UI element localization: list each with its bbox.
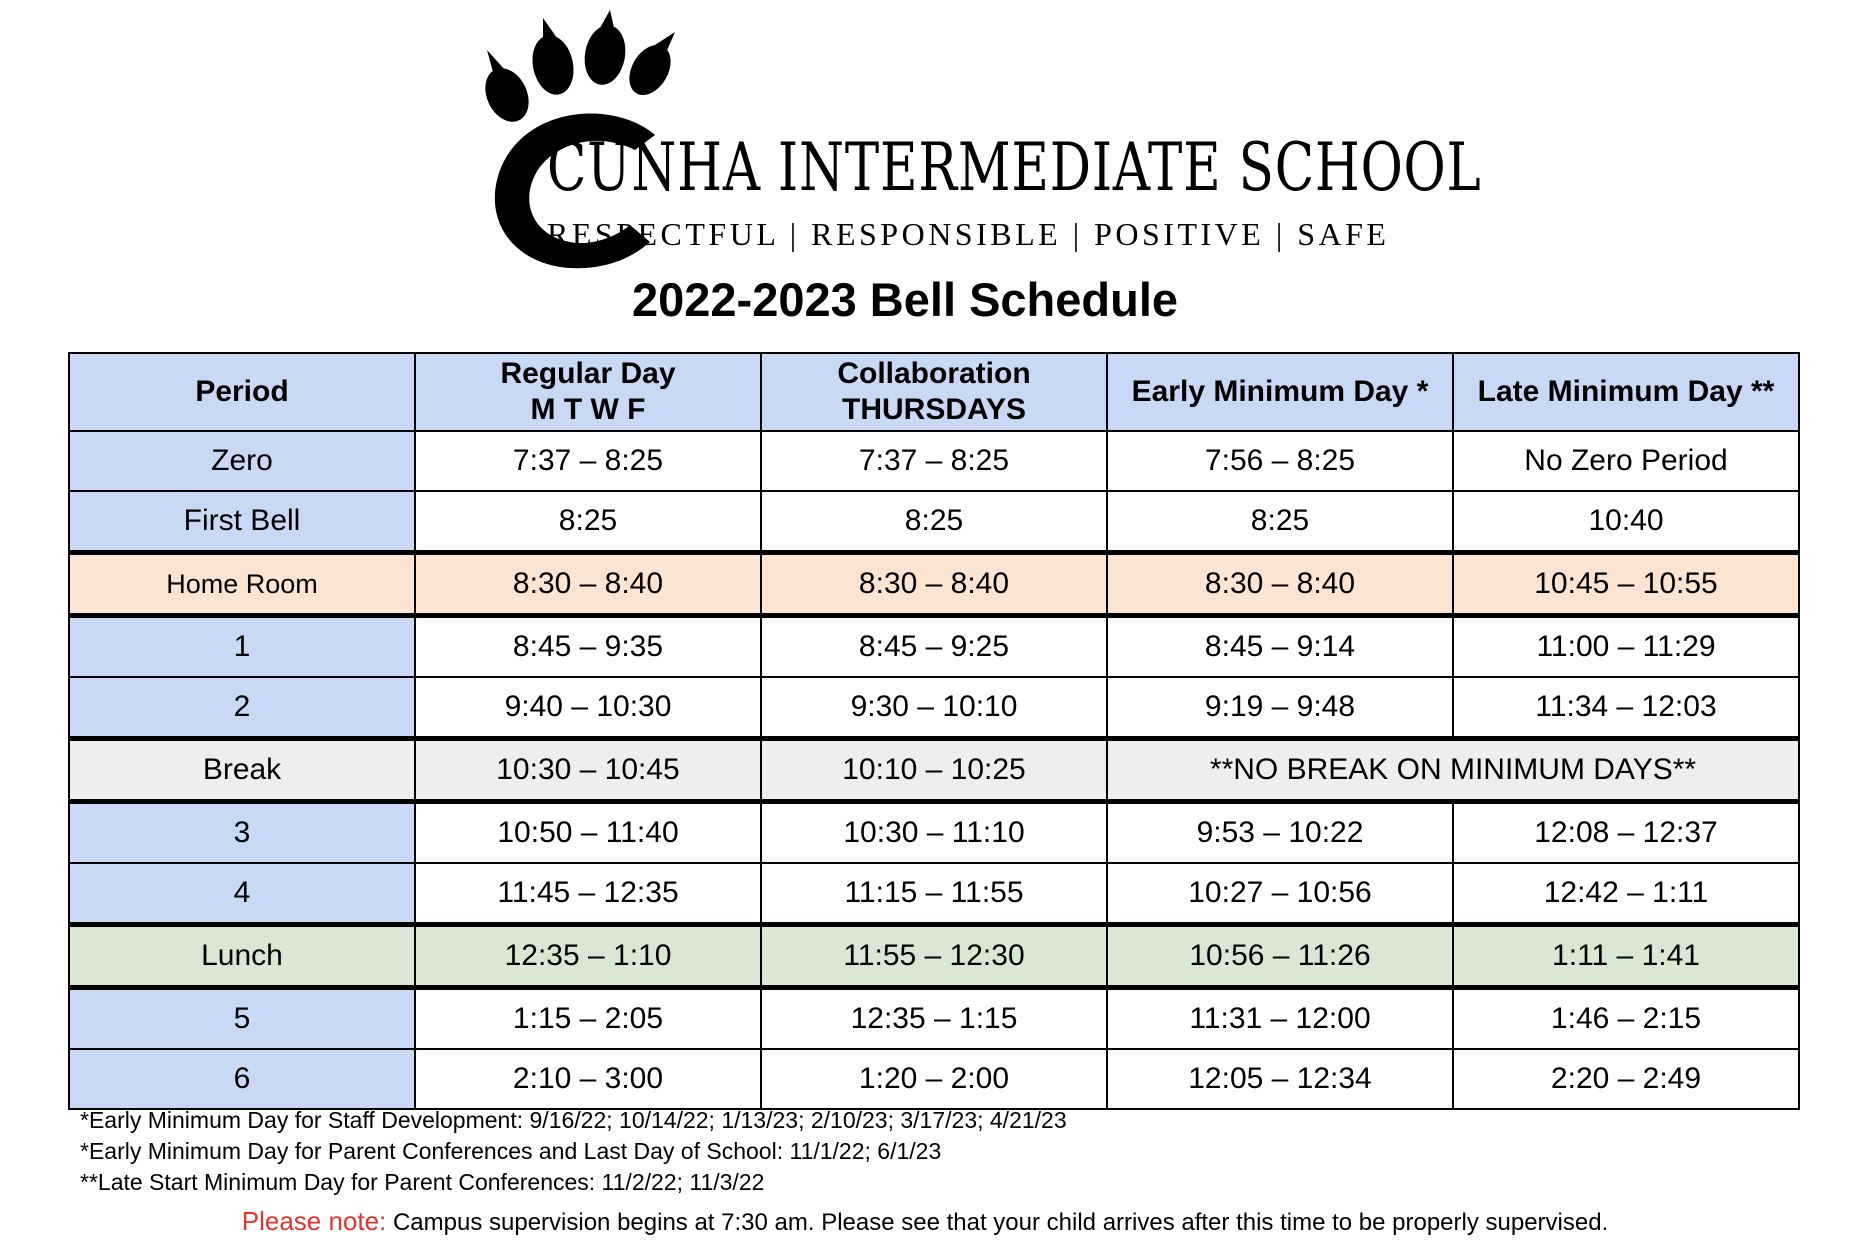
time-cell: 10:10 – 10:25 (761, 739, 1107, 802)
time-cell: 8:45 – 9:25 (761, 616, 1107, 678)
time-cell: 12:35 – 1:15 (761, 988, 1107, 1050)
time-cell: 10:40 (1453, 491, 1799, 553)
time-cell: 8:45 – 9:14 (1107, 616, 1453, 678)
time-cell: 2:20 – 2:49 (1453, 1049, 1799, 1109)
period-cell: 4 (69, 863, 415, 925)
footnote-late-start: **Late Start Minimum Day for Parent Conferences: 11/2/22; 11/3/22 (80, 1169, 765, 1195)
header-early-minimum-day: Early Minimum Day * (1107, 353, 1453, 431)
period-cell: 6 (69, 1049, 415, 1109)
table-header-row (69, 353, 1799, 431)
time-cell: 1:15 – 2:05 (415, 988, 761, 1050)
school-motto: RESPECTFUL | RESPONSIBLE | POSITIVE | SAFE (547, 216, 1390, 252)
time-cell: 8:25 (761, 491, 1107, 553)
time-cell: 10:30 – 11:10 (761, 802, 1107, 864)
please-note-label: Please note: (241, 1206, 387, 1236)
time-cell: 8:45 – 9:35 (415, 616, 761, 678)
footnote-parent-conferences: *Early Minimum Day for Parent Conferences and Last Day of School: 11/1/22; 6/1/23 (80, 1138, 942, 1164)
table-row (69, 802, 1799, 864)
time-cell: 11:55 – 12:30 (761, 925, 1107, 988)
time-cell: 8:25 (1107, 491, 1453, 553)
table-row (69, 431, 1799, 491)
period-cell: Break (69, 739, 415, 802)
table-row-break (69, 739, 1799, 802)
period-cell: First Bell (69, 491, 415, 553)
table-row (69, 616, 1799, 678)
table-row (69, 491, 1799, 553)
time-cell: 9:40 – 10:30 (415, 677, 761, 739)
time-cell: 10:27 – 10:56 (1107, 863, 1453, 925)
footnote-staff-development: *Early Minimum Day for Staff Development: 9/16/22; 10/14/22; 1/13/23; 2/10/23; 3/17/23; 4/21/23 (80, 1107, 1067, 1133)
time-cell: 11:45 – 12:35 (415, 863, 761, 925)
period-cell: Home Room (69, 553, 415, 616)
time-cell: 10:30 – 10:45 (415, 739, 761, 802)
no-break-notice: **NO BREAK ON MINIMUM DAYS** (1107, 739, 1799, 802)
table-row (69, 988, 1799, 1050)
time-cell: 9:53 – 10:22 (1107, 802, 1453, 864)
supervision-note (0, 1206, 1850, 1237)
time-cell: 11:31 – 12:00 (1107, 988, 1453, 1050)
time-cell: 8:30 – 8:40 (1107, 553, 1453, 616)
header-collaboration: Collaboration THURSDAYS (761, 353, 1107, 431)
period-cell: 1 (69, 616, 415, 678)
period-cell: Lunch (69, 925, 415, 988)
time-cell: 7:56 – 8:25 (1107, 431, 1453, 491)
time-cell: 2:10 – 3:00 (415, 1049, 761, 1109)
time-cell: 7:37 – 8:25 (761, 431, 1107, 491)
header-late-minimum-day: Late Minimum Day ** (1453, 353, 1799, 431)
time-cell: 11:34 – 12:03 (1453, 677, 1799, 739)
table-row-homeroom (69, 553, 1799, 616)
time-cell: 10:45 – 10:55 (1453, 553, 1799, 616)
bell-schedule-table (68, 352, 1800, 1110)
table-row (69, 863, 1799, 925)
time-cell: 10:50 – 11:40 (415, 802, 761, 864)
time-cell: 8:25 (415, 491, 761, 553)
school-logo (465, 10, 1482, 270)
table-row (69, 677, 1799, 739)
school-name: CUNHA INTERMEDIATE SCHOOL (547, 129, 1482, 206)
time-cell: 12:35 – 1:10 (415, 925, 761, 988)
table-row-lunch (69, 925, 1799, 988)
time-cell: 1:46 – 2:15 (1453, 988, 1799, 1050)
page-title: 2022-2023 Bell Schedule (631, 273, 1179, 326)
period-cell: 5 (69, 988, 415, 1050)
time-cell: 8:30 – 8:40 (761, 553, 1107, 616)
time-cell: 12:08 – 12:37 (1453, 802, 1799, 864)
period-cell: 2 (69, 677, 415, 739)
time-cell: 12:42 – 1:11 (1453, 863, 1799, 925)
time-cell: 11:15 – 11:55 (761, 863, 1107, 925)
period-cell: Zero (69, 431, 415, 491)
time-cell: 11:00 – 11:29 (1453, 616, 1799, 678)
time-cell: 7:37 – 8:25 (415, 431, 761, 491)
time-cell: 9:30 – 10:10 (761, 677, 1107, 739)
header-regular-day: Regular Day M T W F (415, 353, 761, 431)
please-note-text: Campus supervision begins at 7:30 am. Please see that your child arrives after this time to be properly supervised. (392, 1209, 1609, 1236)
time-cell: 10:56 – 11:26 (1107, 925, 1453, 988)
header-period: Period (69, 353, 415, 431)
time-cell: 1:20 – 2:00 (761, 1049, 1107, 1109)
time-cell: 1:11 – 1:41 (1453, 925, 1799, 988)
footnotes (80, 1105, 1067, 1198)
time-cell: 8:30 – 8:40 (415, 553, 761, 616)
time-cell: 9:19 – 9:48 (1107, 677, 1453, 739)
period-cell: 3 (69, 802, 415, 864)
time-cell: No Zero Period (1453, 431, 1799, 491)
table-row (69, 1049, 1799, 1109)
time-cell: 12:05 – 12:34 (1107, 1049, 1453, 1109)
